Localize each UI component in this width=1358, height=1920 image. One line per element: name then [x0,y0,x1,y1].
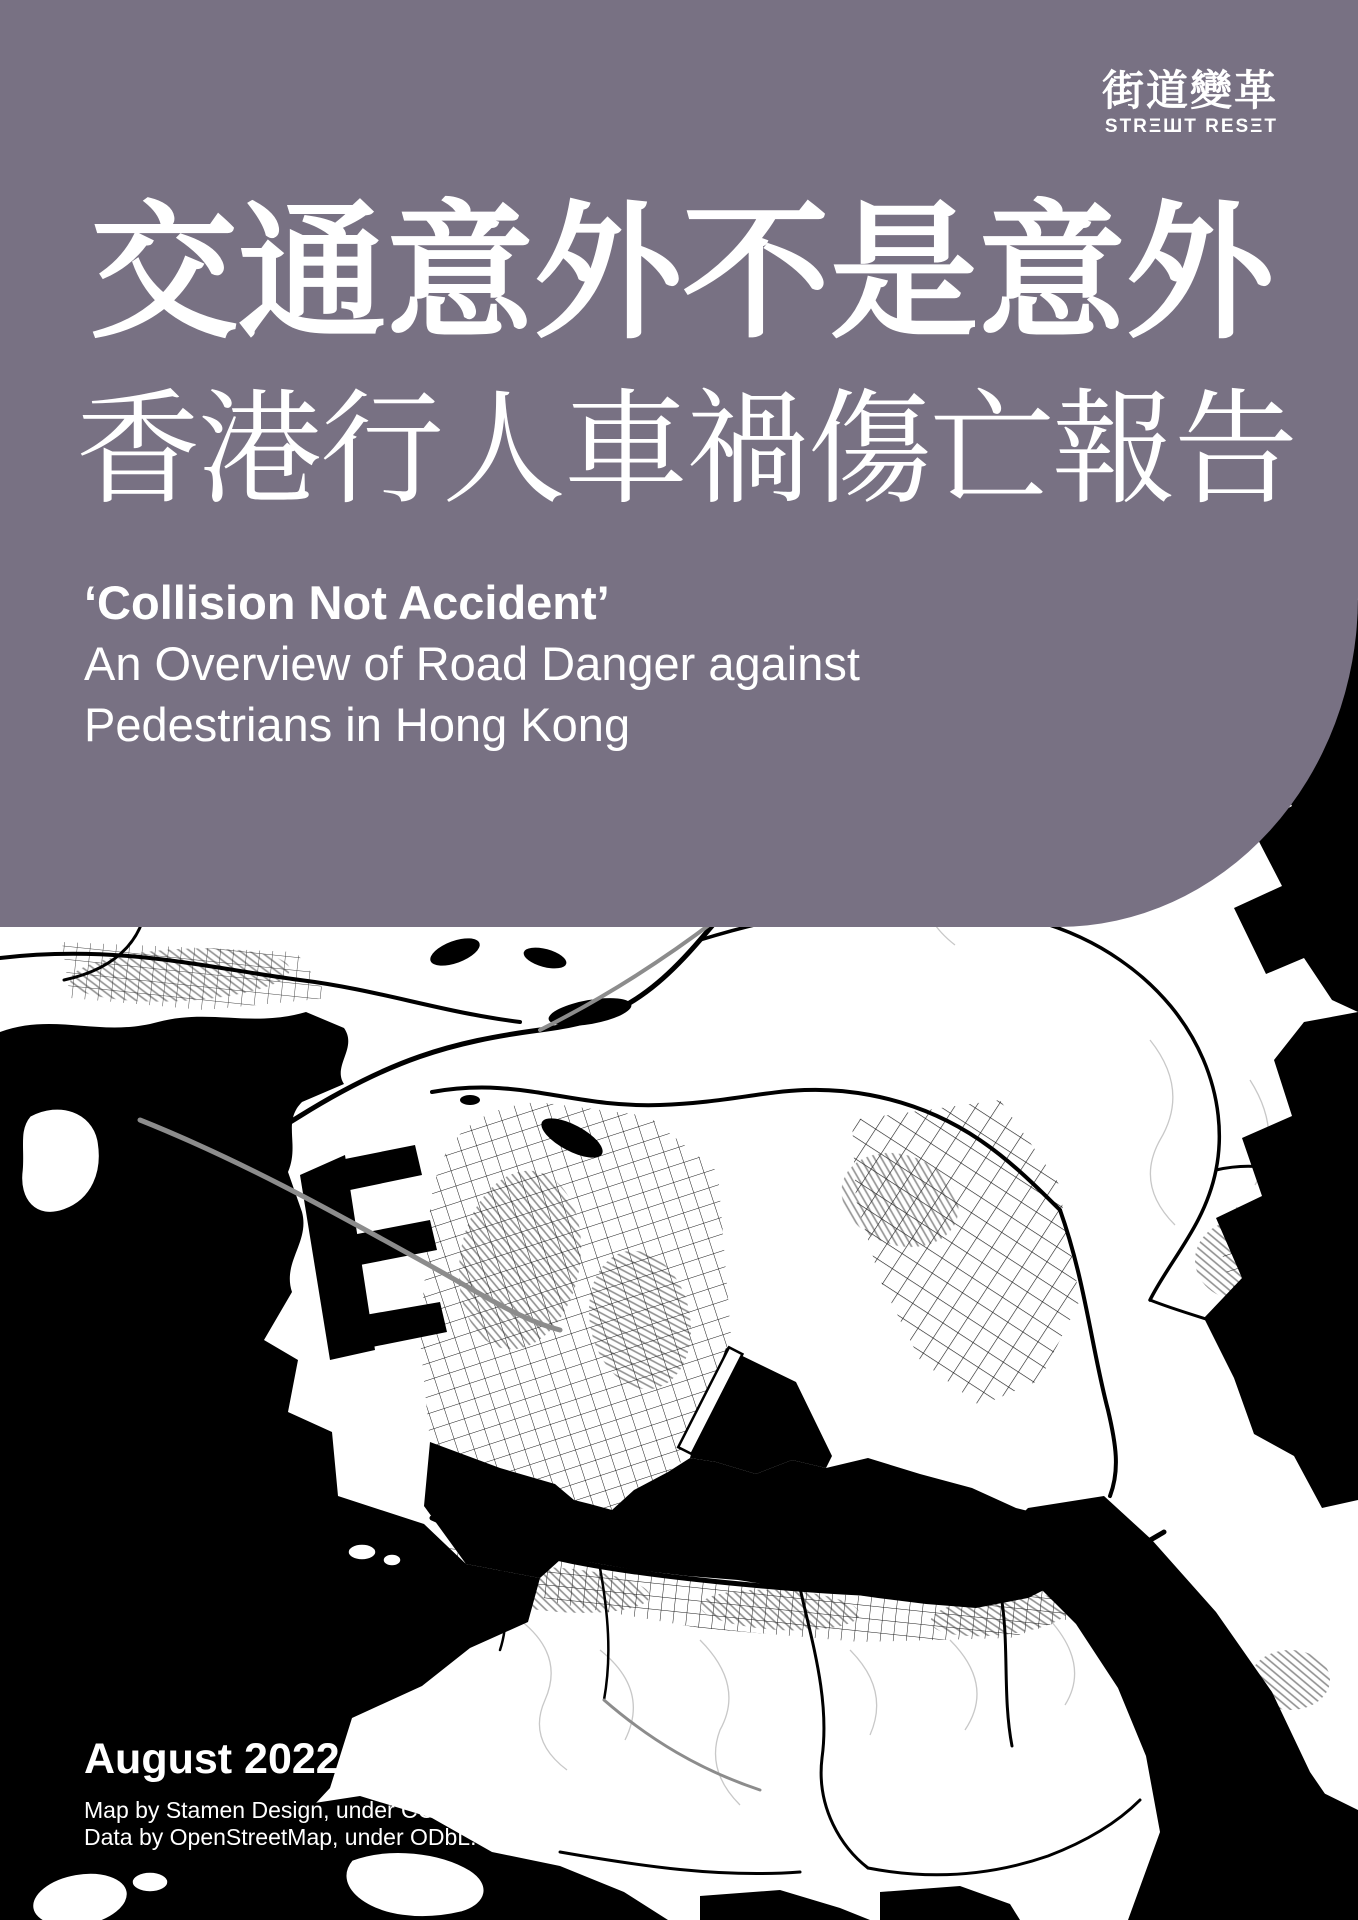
main-title-chinese: 交通意外不是意外 [90,191,1274,356]
publication-date: August 2022 [84,1735,340,1783]
street-reset-logo [1101,67,1278,137]
cover-footer [84,1736,516,1851]
subtitle-line-3: Pedestrians in Hong Kong [84,698,631,751]
attribution-line-2: Data by OpenStreetMap, under ODbL. [84,1824,477,1851]
attribution-line-1: Map by Stamen Design, under CC BY 3.0. [84,1797,516,1824]
sub-title-chinese: 香港行人車禍傷亡報告 [76,381,1297,519]
cover-header-panel [0,0,1358,927]
logo-latin-wordmark: STRΞШT RESΞT [1104,116,1278,137]
logo-cjk-wordmark: 街道變革 [1101,67,1278,114]
subtitle-line-2: An Overview of Road Danger against [84,637,860,690]
subtitle-line-1: ‘Collision Not Accident’ [84,576,610,629]
map-attribution [84,1797,516,1851]
english-subtitle [84,572,860,755]
